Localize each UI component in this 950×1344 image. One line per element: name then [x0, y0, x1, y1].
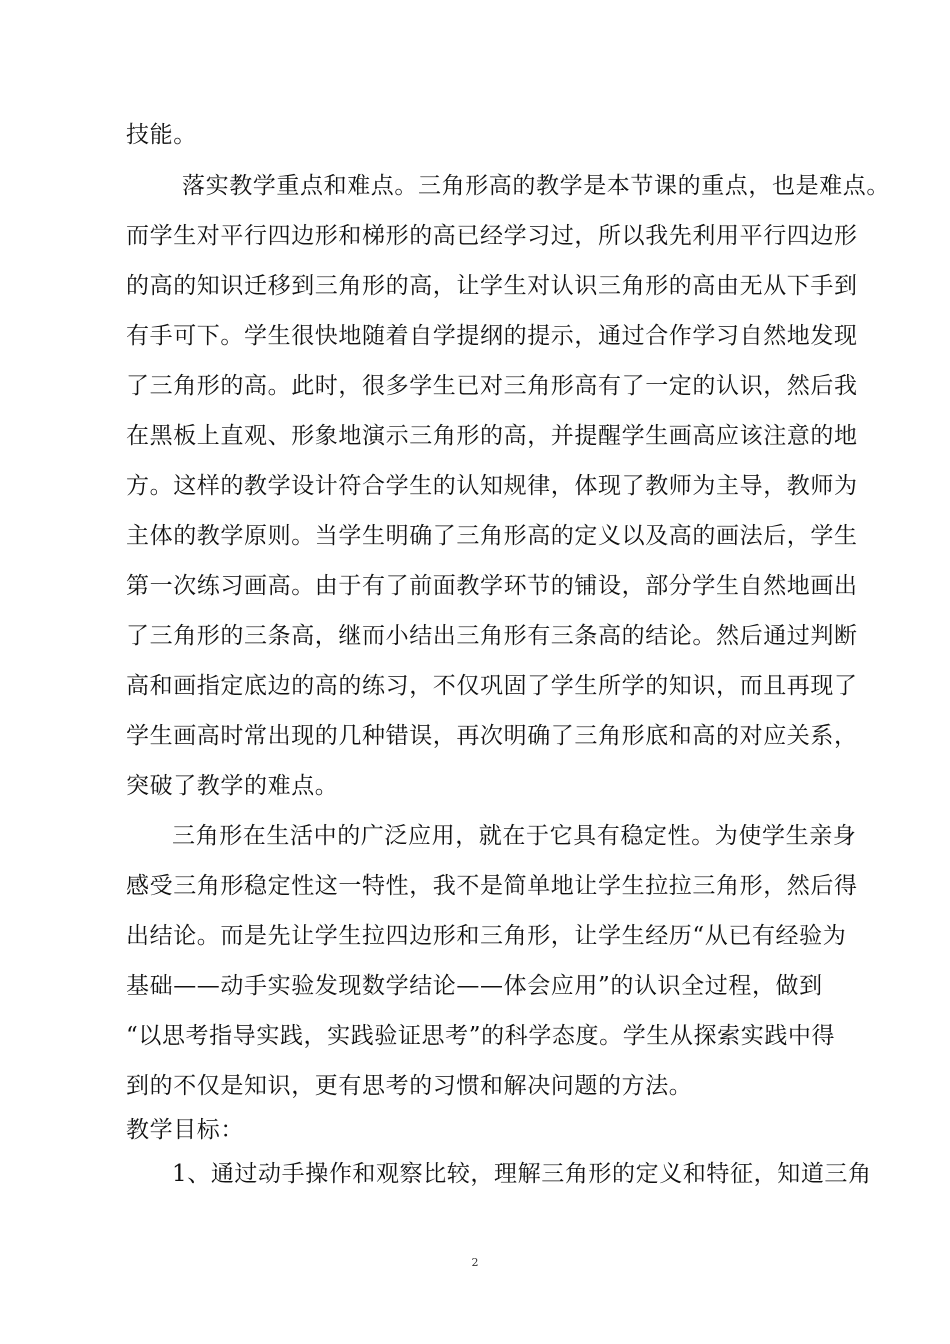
- text-line: 有手可下。学生很快地随着自学提纲的提示，通过合作学习自然地发现: [126, 323, 858, 349]
- text-line: 感受三角形稳定性这一特性，我不是简单地让学生拉拉三角形，然后得: [126, 873, 858, 899]
- text-line: 了三角形的三条高，继而小结出三角形有三条高的结论。然后通过判断: [126, 623, 858, 649]
- paragraph-first-line: 三角形在生活中的广泛应用，就在于它具有稳定性。为使学生亲身: [172, 823, 857, 849]
- list-item: 1、通过动手操作和观察比较，理解三角形的定义和特征，知道三角: [172, 1161, 872, 1187]
- text-line: 在黑板上直观、形象地演示三角形的高，并提醒学生画高应该注意的地: [126, 423, 858, 449]
- text-line: 方。这样的教学设计符合学生的认知规律，体现了教师为主导，教师为: [126, 473, 858, 499]
- text-line: 学生画高时常出现的几种错误，再次明确了三角形底和高的对应关系，: [126, 723, 858, 749]
- text-line: 高和画指定底边的高的练习，不仅巩固了学生所学的知识，而且再现了: [126, 673, 858, 699]
- text-line: 的高的知识迁移到三角形的高，让学生对认识三角形的高由无从下手到: [126, 273, 858, 299]
- text-line: 到的不仅是知识，更有思考的习惯和解决问题的方法。: [126, 1073, 693, 1099]
- paragraph-first-line: 落实教学重点和难点。三角形高的教学是本节课的重点，也是难点。: [182, 173, 890, 199]
- text-line: 出结论。而是先让学生拉四边形和三角形，让学生经历“从已有经验为: [126, 923, 847, 949]
- text-line: 基础——动手实验发现数学结论——体会应用”的认识全过程，做到: [126, 973, 823, 999]
- text-line: 了三角形的高。此时，很多学生已对三角形高有了一定的认识，然后我: [126, 373, 858, 399]
- text-line: “以思考指导实践，实践验证思考”的科学态度。学生从探索实践中得: [126, 1023, 836, 1049]
- text-line: 而学生对平行四边形和梯形的高已经学习过，所以我先利用平行四边形: [126, 223, 858, 249]
- text-line: 技能。: [126, 122, 197, 148]
- section-heading: 教学目标：: [126, 1117, 244, 1143]
- text-line: 突破了教学的难点。: [126, 773, 339, 799]
- text-line: 主体的教学原则。当学生明确了三角形高的定义以及高的画法后，学生: [126, 523, 858, 549]
- text-line: 第一次练习画高。由于有了前面教学环节的铺设，部分学生自然地画出: [126, 573, 858, 599]
- page-number: 2: [471, 1256, 479, 1269]
